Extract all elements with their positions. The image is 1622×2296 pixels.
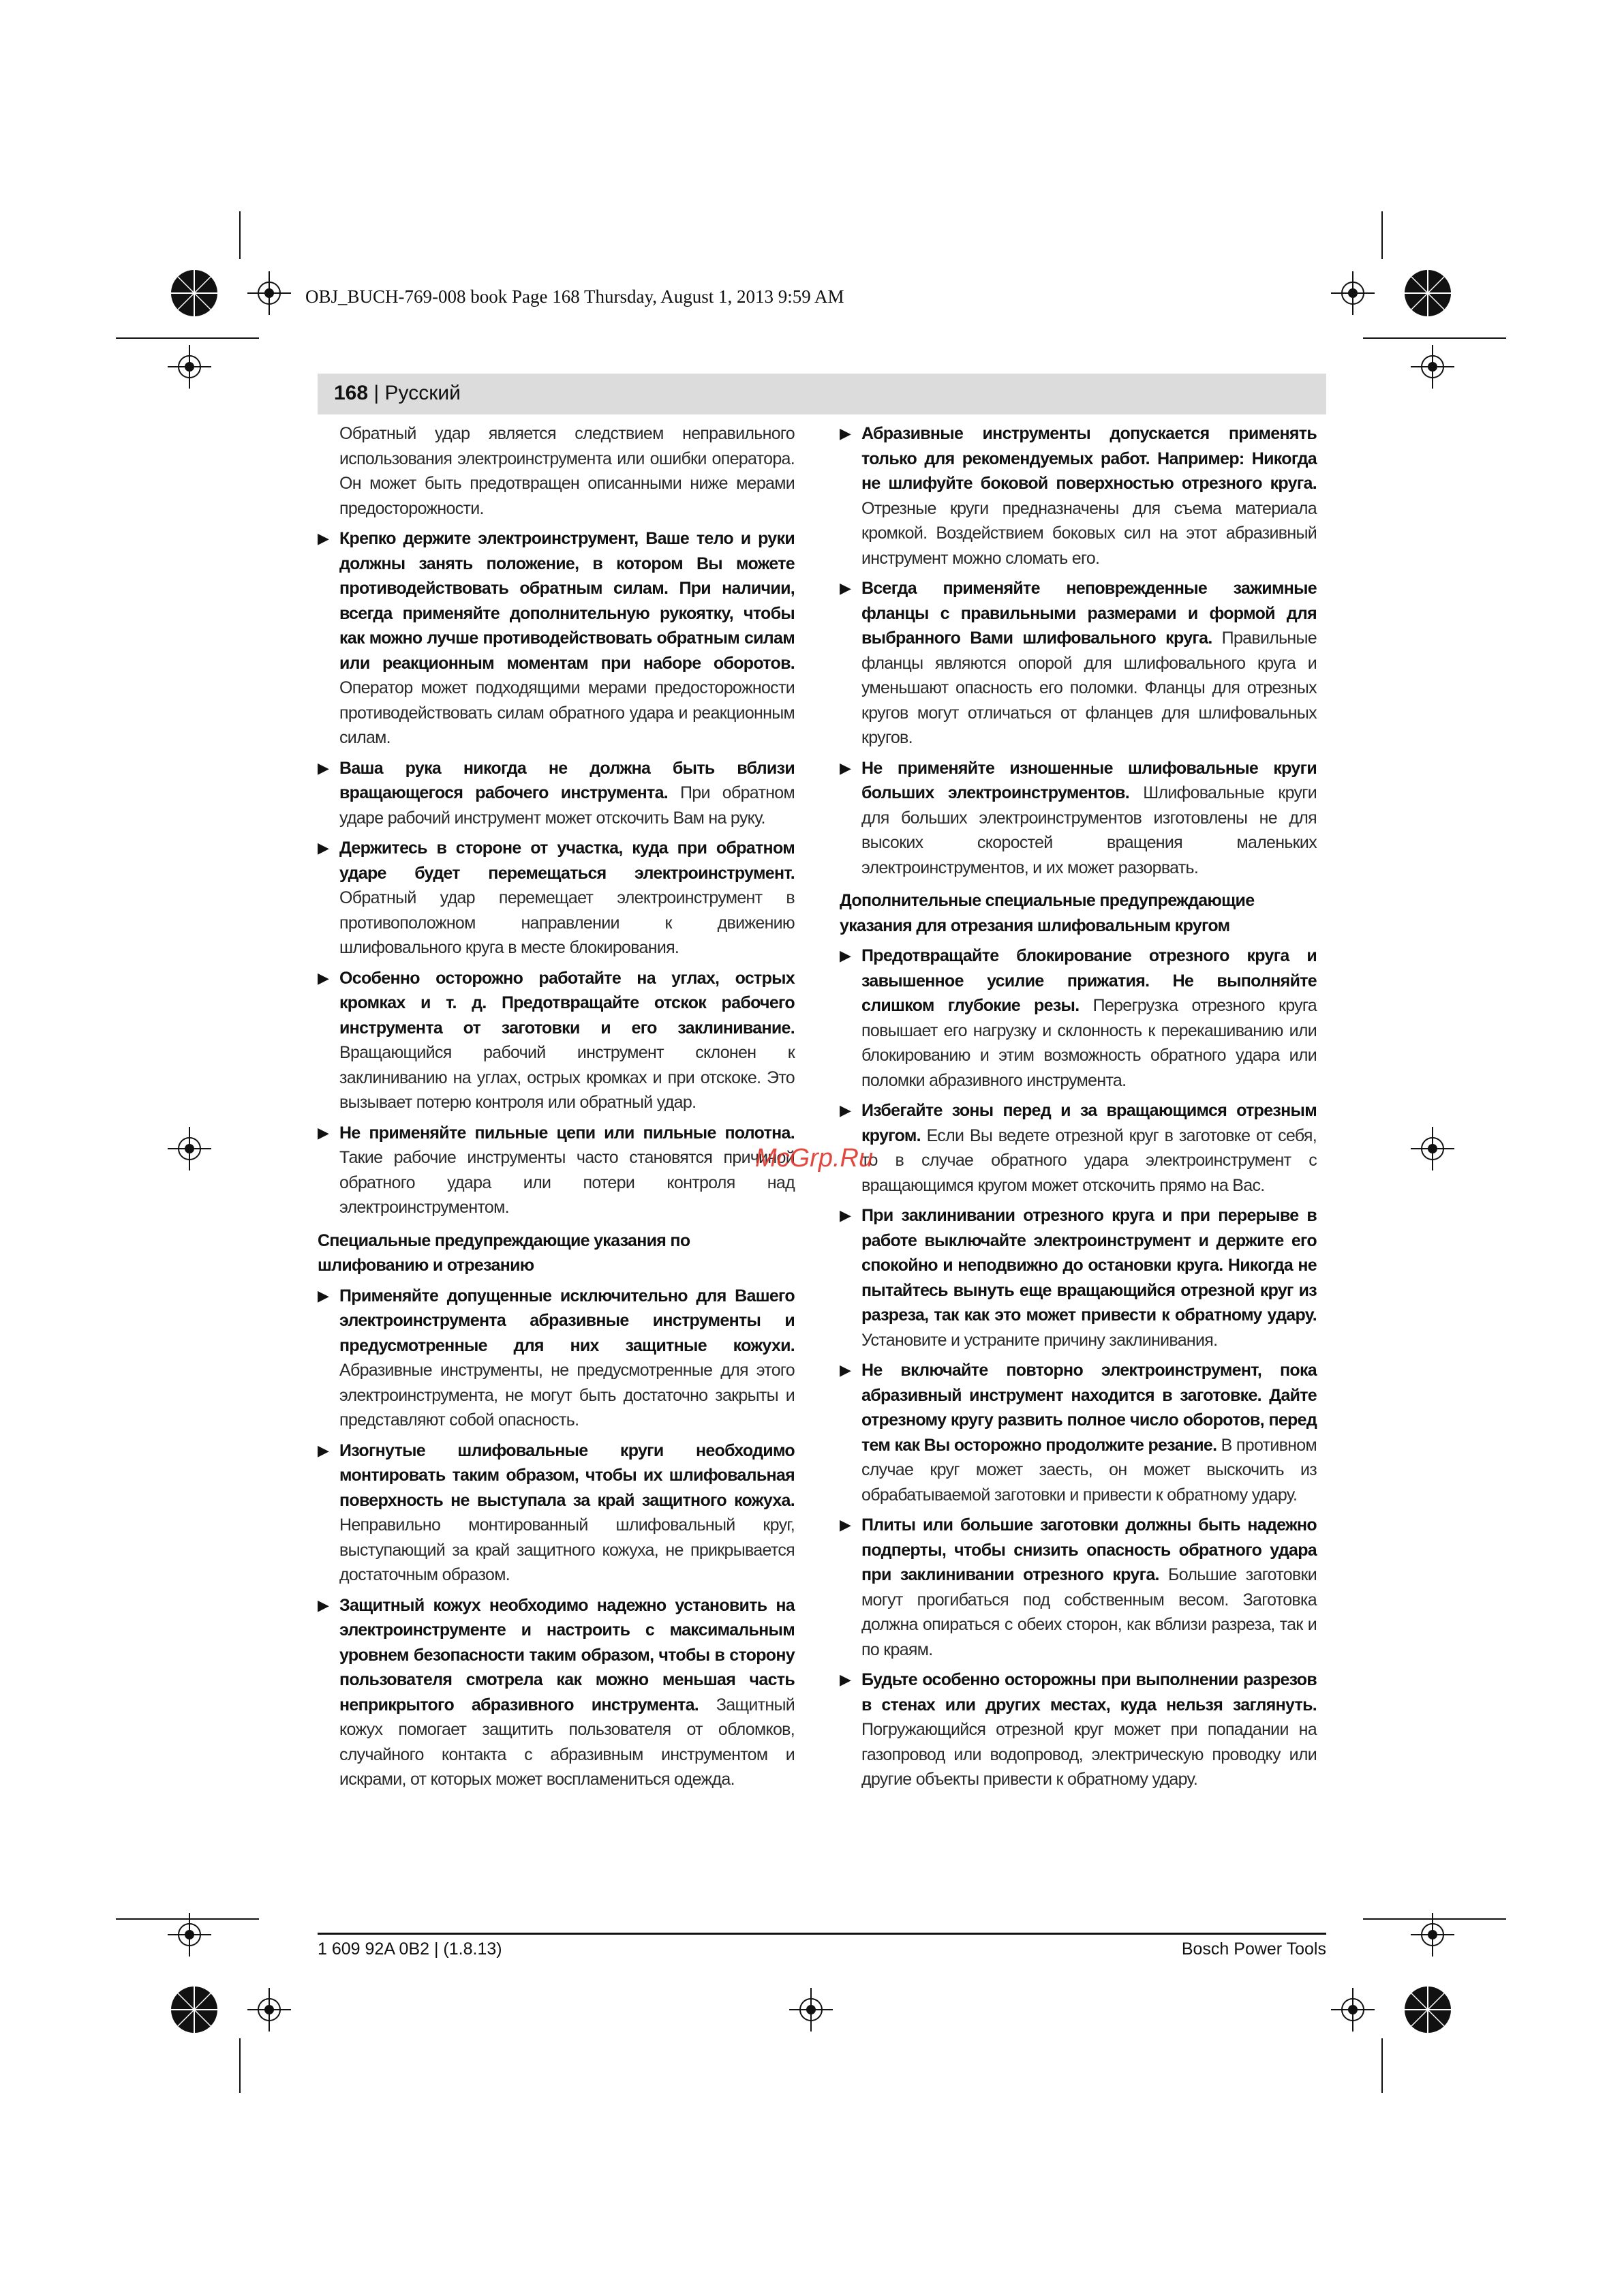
bullet-bold-text: Не применяйте изношенные шлифовальные круги больших электроинструментов. bbox=[861, 758, 1317, 802]
footer-code: 1 609 92A 0B2 | (1.8.13) bbox=[318, 1939, 502, 1959]
bullet-bold-text: Применяйте допущенные исключительно для Вашего электроинструмента абразивные инструменты и предусмотренные для них защитные кожухи. bbox=[339, 1286, 795, 1355]
bullet-bold-text: При заклинивании отрезного круга и при перерыве в работе выключайте электроинструмент и держите его спокойно и неподвижно до остановки круга. Никогда не пытайтесь вынуть еще вращающийся отрезной круг из разреза, так как это может привести к обратному удару. bbox=[861, 1206, 1317, 1325]
bullet-bold-text: Не включайте повторно электроинструмент, пока абразивный инструмент находится в заготовке. Дайте отрезному кругу развить полное число оборотов, перед тем как Вы осторожно продолжите резание. bbox=[861, 1361, 1317, 1455]
bullet-item bbox=[318, 756, 795, 831]
bullet-arrow-icon: ▶ bbox=[840, 759, 851, 776]
header-text bbox=[334, 382, 461, 405]
bullet-bold-text: Абразивные инструменты допускается применять только для рекомендуемых работ. Например: Никогда не шлифуйте боковой поверхностью отрезного круга. bbox=[861, 424, 1317, 493]
bullet-item bbox=[840, 1667, 1317, 1792]
bullet-bold-text: Ваша рука никогда не должна быть вблизи вращающегося рабочего инструмента. bbox=[339, 758, 795, 802]
bullet-item bbox=[840, 1358, 1317, 1507]
bullet-text: Защитный кожух помогает защитить пользователя от обломков, случайного контакта с абразивным инструментом и искрами, от которых может воспламениться одежда. bbox=[339, 1695, 795, 1789]
bullet-bold-text: Будьте особенно осторожны при выполнении разрезов в стенах или других местах, куда нельзя заглянуть. bbox=[861, 1670, 1317, 1715]
bullet-text: Если Вы ведете отрезной круг в заготовке от себя, то в случае обратного удара электроинструмент с вращающимся кругом может отскочить прямо на Вас. bbox=[861, 1126, 1317, 1195]
bullet-item bbox=[840, 421, 1317, 571]
bullet-text: Неправильно монтированный шлифовальный круг, выступающий за край защитного кожуха, не прикрывается достаточным образом. bbox=[339, 1515, 795, 1584]
bullet-arrow-icon: ▶ bbox=[318, 1286, 329, 1304]
bullet-bold-text: Избегайте зоны перед и за вращающимся отрезным кругом. bbox=[861, 1101, 1317, 1145]
left-column bbox=[318, 421, 795, 1798]
header-language: Русский bbox=[384, 382, 461, 404]
bullet-text: Вращающийся рабочий инструмент склонен к заклиниванию на углах, острых кромках и при отскоке. Это вызывает потерю контроля или обратный удар. bbox=[339, 1043, 795, 1112]
bullet-arrow-icon: ▶ bbox=[840, 1516, 851, 1533]
section-heading-cutting: Дополнительные специальные предупреждающие указания для отрезания шлифовальным кругом bbox=[840, 891, 1255, 935]
bullet-bold-text: Особенно осторожно работайте на углах, острых кромках и т. д. Предотвращайте отскок рабочего инструмента от заготовки и его заклинивание. bbox=[339, 968, 795, 1038]
bullet-text: При обратном ударе рабочий инструмент может отскочить Вам на руку. bbox=[339, 783, 795, 828]
bullet-arrow-icon: ▶ bbox=[840, 579, 851, 596]
bullet-text: Такие рабочие инструменты часто становятся причиной обратного удара или потери контроля над электроинструментом. bbox=[339, 1148, 795, 1217]
bullet-item bbox=[840, 756, 1317, 881]
bullet-arrow-icon: ▶ bbox=[840, 1671, 851, 1688]
right-list-1 bbox=[840, 421, 1317, 880]
bullet-arrow-icon: ▶ bbox=[318, 1441, 329, 1459]
page-number: 168 bbox=[334, 382, 369, 404]
bullet-arrow-icon: ▶ bbox=[318, 530, 329, 547]
left-list-1 bbox=[318, 526, 795, 1220]
bullet-bold-text: Не применяйте пильные цепи или пильные полотна. bbox=[339, 1123, 795, 1143]
bullet-arrow-icon: ▶ bbox=[840, 1207, 851, 1224]
page-header bbox=[318, 374, 1326, 414]
bullet-text: Оператор может подходящими мерами предосторожности противодействовать силам обратного удара и реакционным силам. bbox=[339, 678, 795, 747]
bullet-arrow-icon: ▶ bbox=[840, 1361, 851, 1378]
bullet-arrow-icon: ▶ bbox=[840, 1102, 851, 1119]
bullet-item bbox=[318, 1438, 795, 1588]
bullet-text: Большие заготовки могут прогибаться под собственным весом. Заготовка должна опираться с обеих сторон, как вблизи разреза, так и по краям. bbox=[861, 1565, 1317, 1659]
bullet-bold-text: Плиты или большие заготовки должны быть надежно подперты, чтобы снизить опасность обратного удара при заклинивании отрезного круга. bbox=[861, 1515, 1317, 1584]
intro-paragraph: Обратный удар является следствием неправильного использования электроинструмента или ошибки оператора. Он может быть предотвращен описанными ниже мерами предосторожности. bbox=[339, 424, 795, 518]
bullet-bold-text: Держитесь в стороне от участка, куда при обратном ударе будет перемещаться электроинструмент. bbox=[339, 839, 795, 883]
bullet-item bbox=[318, 526, 795, 751]
bullet-arrow-icon: ▶ bbox=[840, 425, 851, 442]
bullet-item bbox=[840, 576, 1317, 751]
right-list-2 bbox=[840, 943, 1317, 1792]
footer-rule bbox=[318, 1933, 1326, 1935]
left-list-2 bbox=[318, 1284, 795, 1792]
bullet-item bbox=[318, 1593, 795, 1792]
bullet-bold-text: Предотвращайте блокирование отрезного круга и завышенное усилие прижатия. Не выполняйте слишком глубокие резы. bbox=[861, 946, 1317, 1015]
bullet-bold-text: Всегда применяйте неповрежденные зажимные фланцы с правильными размерами и формой для выбранного Вами шлифовального круга. bbox=[861, 579, 1317, 648]
bullet-arrow-icon: ▶ bbox=[318, 1596, 329, 1614]
bullet-arrow-icon: ▶ bbox=[318, 969, 329, 986]
bullet-bold-text: Защитный кожух необходимо надежно установить на электроинструменте и настроить с максимальным уровнем безопасности таким образом, чтобы в сторону пользователя смотрела как можно меньшая часть неприкрытого абразивного инструмента. bbox=[339, 1595, 795, 1715]
bullet-text: Установите и устраните причину заклинивания. bbox=[861, 1330, 1218, 1350]
footer-brand: Bosch Power Tools bbox=[1181, 1939, 1326, 1959]
bullet-text: Обратный удар перемещает электроинструмент в противоположном направлении к движению шлифовального круга в месте блокирования. bbox=[339, 888, 795, 957]
bullet-item bbox=[318, 966, 795, 1115]
bullet-bold-text: Крепко держите электроинструмент, Ваше тело и руки должны занять положение, в котором Вы можете противодействовать обратным силам. При наличии, всегда применяйте дополнительную рукоятку, чтобы как можно лучше противодействовать обратным силам или реакционным моментам при наборе оборотов. bbox=[339, 529, 795, 673]
section-heading-grinding: Специальные предупреждающие указания по шлифованию и отрезанию bbox=[318, 1230, 690, 1275]
bullet-text: Правильные фланцы являются опорой для шлифовального круга и уменьшают опасность его поломки. Фланцы для отрезных кругов могут отличаться от фланцев для шлифовальных кругов. bbox=[861, 629, 1317, 747]
print-slug: OBJ_BUCH-769-008 book Page 168 Thursday, August 1, 2013 9:59 AM bbox=[305, 286, 844, 307]
bullet-arrow-icon: ▶ bbox=[840, 947, 851, 964]
bullet-text: Шлифовальные круги для больших электроинструментов изготовлены не для высоких скоростей вращения маленьких электроинструментов, и их может разорвать. bbox=[861, 783, 1317, 877]
bullet-item bbox=[318, 836, 795, 961]
bullet-item bbox=[840, 1098, 1317, 1198]
bullet-item bbox=[840, 1513, 1317, 1662]
bullet-text: В противном случае круг может заесть, он может выскочить из обрабатываемой заготовки и привести к обратному удару. bbox=[861, 1435, 1317, 1505]
bullet-text: Перегрузка отрезного круга повышает его нагрузку и склонность к перекашиванию или блокированию и этим возможность обратного удара или поломки абразивного инструмента. bbox=[861, 996, 1317, 1090]
bullet-arrow-icon: ▶ bbox=[318, 839, 329, 856]
bullet-bold-text: Изогнутые шлифовальные круги необходимо монтировать таким образом, чтобы их шлифовальная поверхность не выступала за край защитного кожуха. bbox=[339, 1440, 795, 1510]
bullet-text: Погружающийся отрезной круг может при попадании на газопровод или водопровод, электрическую проводку или другие объекты привести к обратному удару. bbox=[861, 1720, 1317, 1789]
bullet-item bbox=[840, 1203, 1317, 1353]
bullet-item bbox=[318, 1121, 795, 1220]
right-column bbox=[840, 421, 1317, 1798]
header-separator: | bbox=[368, 382, 385, 404]
bullet-item bbox=[318, 1284, 795, 1433]
bullet-text: Абразивные инструменты, не предусмотренные для этого электроинструмента, не могут быть достаточно закрыты и представляют собой опасность. bbox=[339, 1361, 795, 1430]
watermark: McGrp.Ru bbox=[755, 1144, 874, 1173]
bullet-arrow-icon: ▶ bbox=[318, 1123, 329, 1141]
bullet-text: Отрезные круги предназначены для съема материала кромкой. Воздействием боковых сил на этот абразивный инструмент можно сломать его. bbox=[861, 498, 1317, 568]
bullet-arrow-icon: ▶ bbox=[318, 759, 329, 776]
bullet-item bbox=[840, 943, 1317, 1093]
